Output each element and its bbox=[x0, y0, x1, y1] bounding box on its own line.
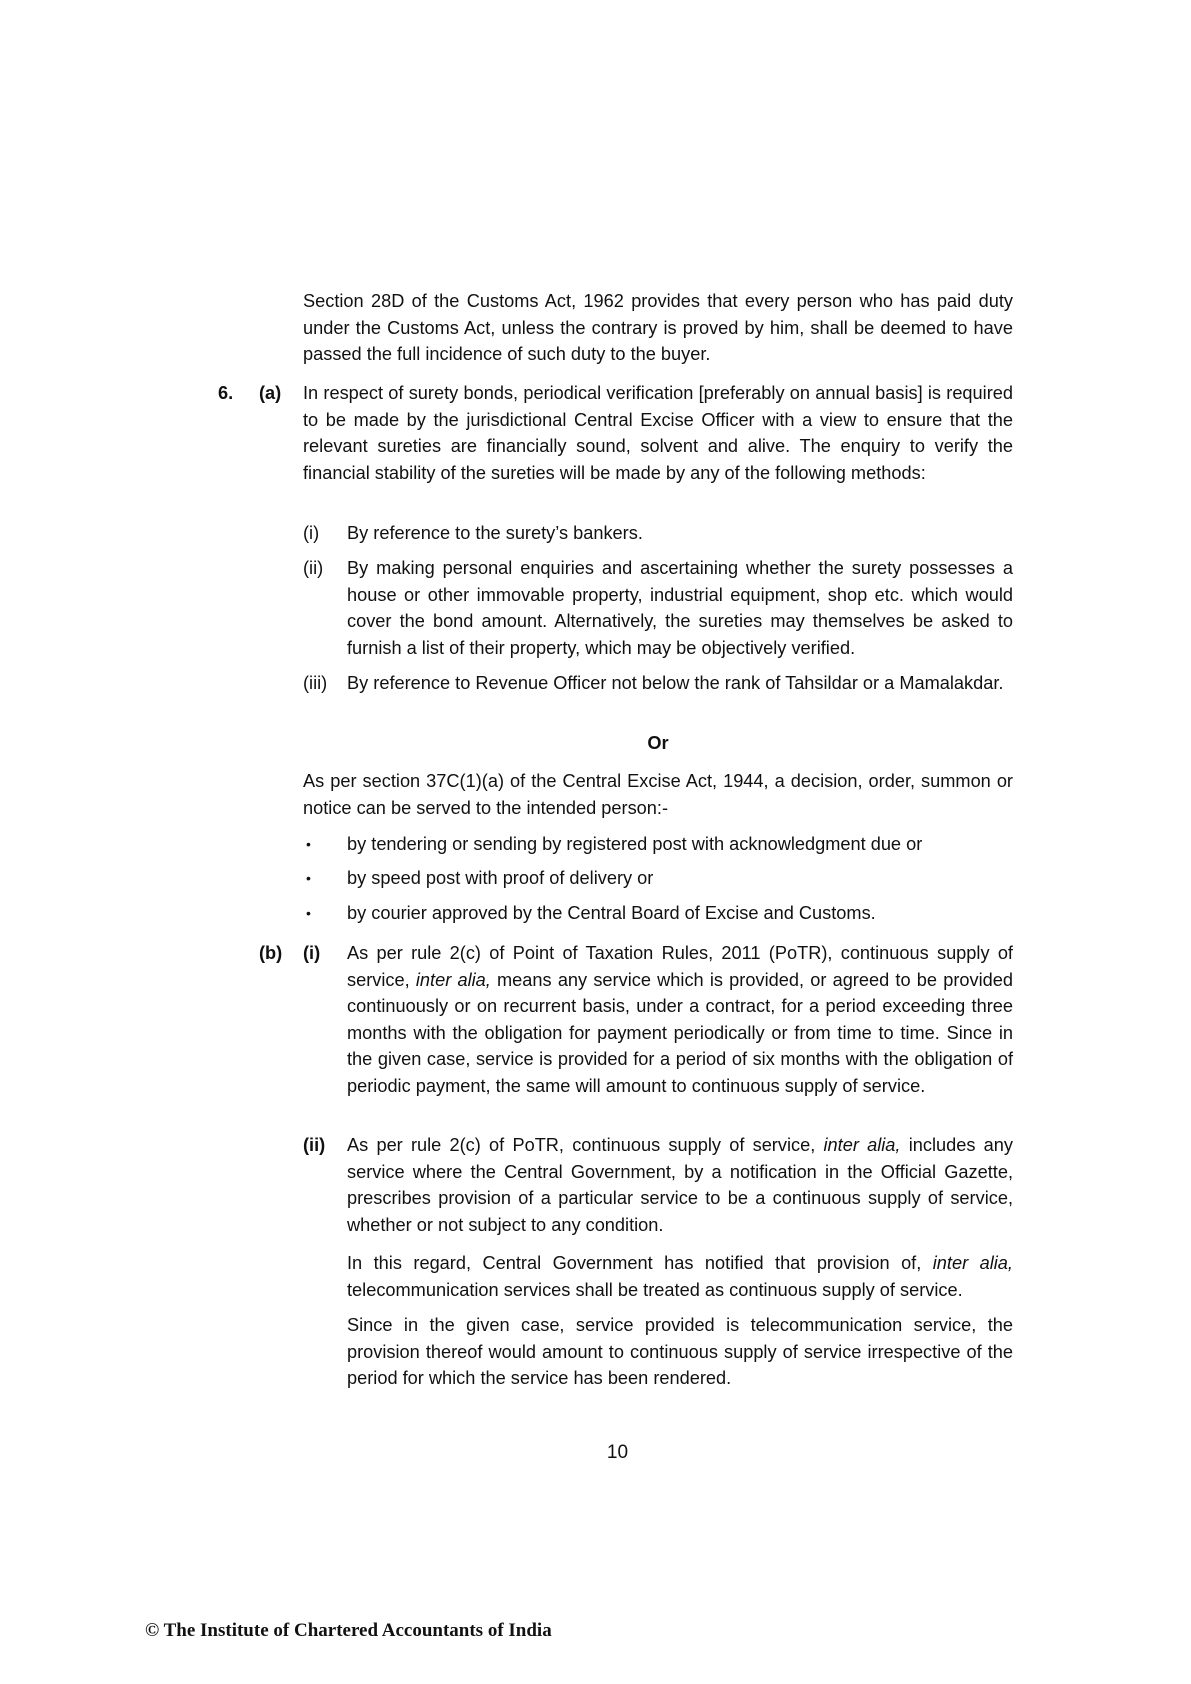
method-number: (i) bbox=[303, 523, 320, 543]
part-b-ii-paragraph-3: Since in the given case, service provided is telecommunication service, the provision thereof would amount to continuous supply of service irrespective of the period for which the service has been rendered. bbox=[347, 1315, 1013, 1388]
footer-copyright: © The Institute of Chartered Accountants of India bbox=[145, 1620, 552, 1641]
bullet-item: by courier approved by the Central Board of Excise and Customs. bbox=[347, 903, 876, 923]
bullet-icon: • bbox=[306, 905, 311, 921]
question-number: 6. bbox=[218, 383, 234, 403]
italic-term: inter alia, bbox=[415, 969, 491, 990]
or-separator: Or bbox=[647, 733, 669, 753]
part-b-label: (b) bbox=[259, 943, 283, 963]
text-run: As per rule 2(c) of PoTR, continuous supply of service, bbox=[347, 1135, 816, 1155]
text-run: includes any service where the Central Government, by a notification in the Official Gazette, prescribes provision of a particular service to be a continuous supply of service, whether or not subject to any condition. bbox=[347, 1135, 1013, 1235]
method-number: (ii) bbox=[303, 558, 324, 578]
alt-paragraph: As per section 37C(1)(a) of the Central Excise Act, 1944, a decision, order, summon or notice can be served to the intended person:- bbox=[303, 771, 1013, 818]
part-b-ii-paragraph-2 bbox=[347, 1250, 1013, 1303]
method-item: By reference to the surety’s bankers. bbox=[347, 523, 643, 543]
part-b-ii-paragraph bbox=[347, 1132, 1013, 1238]
method-number: (iii) bbox=[303, 673, 328, 693]
italic-term: inter alia, bbox=[932, 1253, 1013, 1273]
bullet-item: by speed post with proof of delivery or bbox=[347, 868, 654, 888]
part-a-paragraph: In respect of surety bonds, periodical verification [preferably on annual basis] is required to be made by the jurisdictional Central Excise Officer with a view to ensure that the relevant sureties are financially sound, solvent and alive. The enquiry to verify the financial stability of the sureties will be made by any of the following methods: bbox=[303, 383, 1013, 483]
part-b-i-label: (i) bbox=[303, 943, 321, 963]
text-run: means any service which is provided, or agreed to be provided continuously or on recurrent basis, under a contract, for a period exceeding three months with the obligation for payment periodically or from time to time. Since in the given case, service is provided for a period of six months with the obligation of periodic payment, the same will amount to continuous supply of service. bbox=[347, 969, 1013, 1096]
intro-paragraph: Section 28D of the Customs Act, 1962 provides that every person who has paid duty under the Customs Act, unless the contrary is proved by him, shall be deemed to have passed the full incidence of such duty to the buyer. bbox=[303, 291, 1013, 364]
method-item: By reference to Revenue Officer not below the rank of Tahsildar or a Mamalakdar. bbox=[347, 673, 1004, 693]
part-b-i-paragraph bbox=[347, 940, 1013, 1099]
text-run: As per rule 2(c) of Point of Taxation Rules, 2011 (PoTR), continuous supply of service, bbox=[347, 943, 1013, 990]
bullet-item: by tendering or sending by registered post with acknowledgment due or bbox=[347, 834, 923, 854]
text-run: telecommunication services shall be treated as continuous supply of service. bbox=[347, 1279, 963, 1300]
part-b-ii-label: (ii) bbox=[303, 1135, 326, 1155]
bullet-icon: • bbox=[306, 870, 311, 886]
method-item: By making personal enquiries and ascertaining whether the surety possesses a house or other immovable property, industrial equipment, shop etc. which would cover the bond amount. Alternatively, the sureties may themselves be asked to furnish a list of their property, which may be objectively verified. bbox=[347, 558, 1013, 658]
part-a-label: (a) bbox=[259, 383, 282, 403]
text-run: In this regard, Central Government has notified that provision of, bbox=[347, 1253, 922, 1273]
page-number: 10 bbox=[606, 1442, 629, 1463]
italic-term: inter alia, bbox=[823, 1135, 901, 1155]
bullet-icon: • bbox=[306, 836, 311, 852]
